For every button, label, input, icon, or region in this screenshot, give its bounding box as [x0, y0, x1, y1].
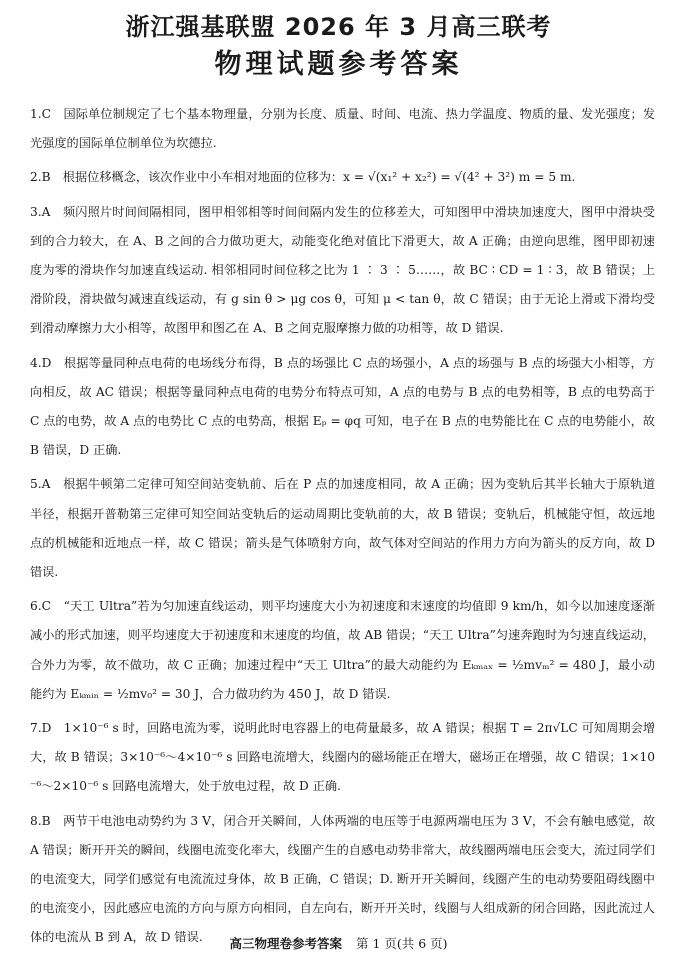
page-number: 第 1 页(共 6 页) [355, 936, 448, 951]
answer-number: 8.B [30, 813, 51, 828]
answer-text: 根据等量同种点电荷的电场线分布得，B 点的场强比 C 点的场强小，A 点的场强与 B 点的场强大小相等，方向相反，故 AC 错误；根据等量同种点电荷的电势分布特点可知，A 点的电势与 B 点的电势相等，B 点的电势高于 C 点的电势，故 A 点的电势比 C 点的电势高，根据 Eₚ = φq 可知，电子在 B 点的电势能比在 C 点的电势能小，故 B 错误，D 正确. [30, 355, 655, 458]
answer-item-8 [30, 807, 655, 953]
answer-number: 6.C [30, 599, 51, 614]
answer-item-3 [30, 198, 655, 344]
answer-number: 1.C [30, 107, 51, 121]
answer-text: 根据牛顿第二定律可知空间站变轨前、后在 P 点的加速度相同，故 A 正确；因为变轨后其半长轴大于原轨道半径，根据开普勒第三定律可知空间站变轨后的运动周期比变轨前的大，故 B 错误；变轨后，机械能守恒，故远地点的机械能和近地点一样，故 C 错误；箭头是气体喷射方向，故气体对空间站的作用力方向为箭头的反方向，故 D 错误. [30, 477, 656, 580]
answer-number: 2.B [30, 170, 51, 185]
answer-number: 3.A [30, 204, 51, 219]
answer-item-5 [30, 470, 655, 587]
answer-text: 频闪照片时间间隔相同，图甲相邻相等时间间隔内发生的位移差大，可知图甲中滑块加速度大，图甲中滑块受到的合力较大，在 A、B 之间的合力做功更大，动能变化绝对值比下滑更大，故 A 正确；由逆向思维，图甲即初速度为零的滑块作匀加速直线运动. 相邻相同时间位移之比为 1 ∶ 3 ∶ 5……，故 BC ∶ CD = 1 ∶ 3，故 B 错误；上滑阶段，滑块做匀减速直线运动，有 g sin θ > μg cos θ，可知 μ < tan θ，故 C 错误；由于无论上滑或下滑均受到滑动摩擦力大小相等，故图甲和图乙在 A、B 之间克服摩擦力做的功相等，故 D 错误. [30, 204, 656, 336]
answer-item-2 [30, 163, 655, 192]
answer-list [30, 100, 655, 958]
answer-text: “天工 Ultra”若为匀加速直线运动，则平均速度大小为初速度和末速度的均值即 9 km/h，如今以加速度逐渐减小的形式加速，则平均速度大于初速度和末速度的均值，故 AB 错误；“天工 Ultra”匀速奔跑时为匀速直线运动，合外力为零，故不做功，故 C 正确；加速过程中“天工 Ultra”的最大动能约为 Eₖₘₐₓ = ½mvₘ² = 480 J，最小动能约为 Eₖₘᵢₙ = ½mv₀² = 30 J，合力做功约为 450 J，故 D 错误. [30, 599, 655, 701]
page-footer [0, 934, 677, 954]
answer-item-6 [30, 592, 655, 709]
answer-text: 两节干电池电动势约为 3 V，闭合开关瞬间，人体两端的电压等于电源两端电压为 3 V，不会有触电感觉，故 A 错误；断开开关的瞬间，线圈电流变化率大，线圈产生的自感电动势非常大，故线圈两端电压会变大，流过同学们的电流变大，同学们感觉有电流流过身体，故 B 正确，C 错误；D. 断开开关瞬间，线圈产生的电动势要阻碍线圈中的电流变小，因此感应电流的方向与原方向相同，自左向右，断开开关时，线圈与人组成新的闭合回路，因此流过人体的电流从 B 到 A，故 D 错误. [30, 813, 656, 945]
answer-text: 1×10⁻⁶ s 时，回路电流为零，说明此时电容器上的电荷量最多，故 A 错误；根据 T = 2π√LC 可知周期会增大，故 B 错误；3×10⁻⁶～4×10⁻⁶ s 回路电流增大，线圈内的磁场能正在增大，磁场正在增强，故 C 错误；1×10⁻⁶～2×10⁻⁶ s 回路电流增大，处于放电过程，故 D 正确. [30, 721, 656, 794]
exam-title: 浙江强基联盟 2026 年 3 月高三联考 [125, 13, 552, 41]
answer-number: 7.D [30, 721, 52, 736]
document-subtitle: 物理试题参考答案 [214, 49, 463, 80]
answer-number: 5.A [30, 477, 51, 492]
answer-item-1 [30, 100, 655, 158]
answer-text: 根据位移概念，该次作业中小车相对地面的位移为：x = √(x₁² + x₂²) = √(4² + 3²) m = 5 m. [62, 170, 576, 185]
answer-number: 4.D [30, 355, 52, 370]
footer-title: 高三物理卷参考答案 [229, 936, 342, 951]
answer-item-7 [30, 714, 655, 802]
answer-text: 国际单位制规定了七个基本物理量，分别为长度、质量、时间、电流、热力学温度、物质的量、发光强度；发光强度的国际单位制单位为坎德拉. [30, 107, 656, 151]
answer-item-4 [30, 349, 655, 466]
